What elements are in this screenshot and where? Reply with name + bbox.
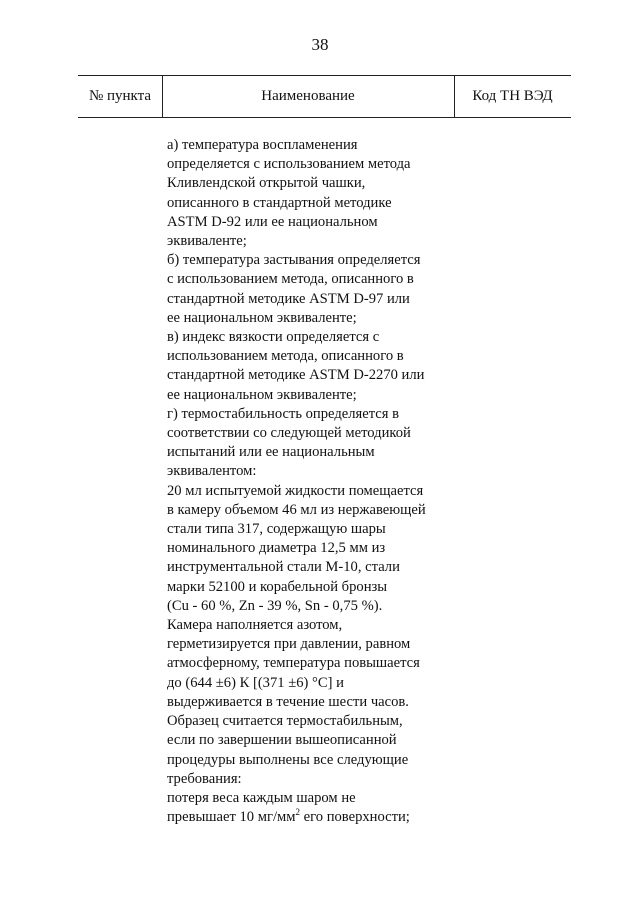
text-line: процедуры выполнены все следующие: [167, 751, 409, 768]
text-line: потеря веса каждым шаром не: [167, 789, 356, 806]
table-header: [78, 75, 571, 118]
last-line-end: его поверхности;: [300, 809, 410, 826]
superscript-two: 2: [295, 807, 300, 818]
text-line: если по завершении вышеописанной: [167, 732, 397, 749]
item-description: [167, 136, 467, 827]
text-line: выдерживается в течение шести часов.: [167, 693, 409, 710]
text-line: марки 52100 и корабельной бронзы: [167, 578, 388, 595]
text-line: в камеру объемом 46 мл из нержавеющей: [167, 501, 426, 518]
text-line: стали типа 317, содержащую шары: [167, 521, 386, 538]
last-line-start: превышает 10 мг/мм: [167, 809, 296, 826]
text-line: ASTM D-92 или ее национальном: [167, 213, 378, 230]
text-line: в) индекс вязкости определяется с: [167, 329, 380, 346]
text-line: б) температура застывания определяется: [167, 252, 421, 269]
text-line: Кливлендской открытой чашки,: [167, 175, 366, 192]
text-line: требования:: [167, 770, 242, 787]
column-header-number: № пункта: [78, 76, 163, 117]
text-line: 20 мл испытуемой жидкости помещается: [167, 482, 424, 499]
text-line: а) температура воспламенения: [167, 137, 358, 153]
text-line: стандартной методике ASTM D-97 или: [167, 290, 410, 307]
text-line: ее национальном эквиваленте;: [167, 386, 357, 403]
text-line: стандартной методике ASTM D-2270 или: [167, 367, 425, 384]
text-line: номинального диаметра 12,5 мм из: [167, 540, 386, 557]
column-header-name: Наименование: [162, 76, 455, 117]
text-line: описанного в стандартной методике: [167, 194, 392, 211]
text-line: соответствии со следующей методикой: [167, 425, 411, 442]
text-line: испытаний или ее национальным: [167, 444, 375, 461]
text-line: атмосферному, температура повышается: [167, 655, 420, 672]
text-line: определяется с использованием метода: [167, 156, 411, 173]
text-line: ее национальном эквиваленте;: [167, 309, 357, 326]
column-header-code: Код ТН ВЭД: [472, 88, 553, 104]
text-line: (Cu - 60 %, Zn - 39 %, Sn - 0,75 %).: [167, 597, 383, 614]
text-line: Образец считается термостабильным,: [167, 713, 403, 730]
text-line: до (644 ±6) К [(371 ±6) °С] и: [167, 674, 344, 691]
text-line: инструментальной стали М-10, стали: [167, 559, 400, 576]
text-line: г) термостабильность определяется в: [167, 405, 399, 422]
text-line-last: [167, 808, 467, 827]
text-line: эквиваленте;: [167, 233, 247, 250]
text-line: с использованием метода, описанного в: [167, 271, 414, 288]
text-line: Камера наполняется азотом,: [167, 617, 343, 634]
page-number: 38: [311, 35, 329, 54]
text-line: эквивалентом:: [167, 463, 257, 480]
text-line: использованием метода, описанного в: [167, 348, 404, 365]
text-line: герметизируется при давлении, равном: [167, 636, 411, 653]
